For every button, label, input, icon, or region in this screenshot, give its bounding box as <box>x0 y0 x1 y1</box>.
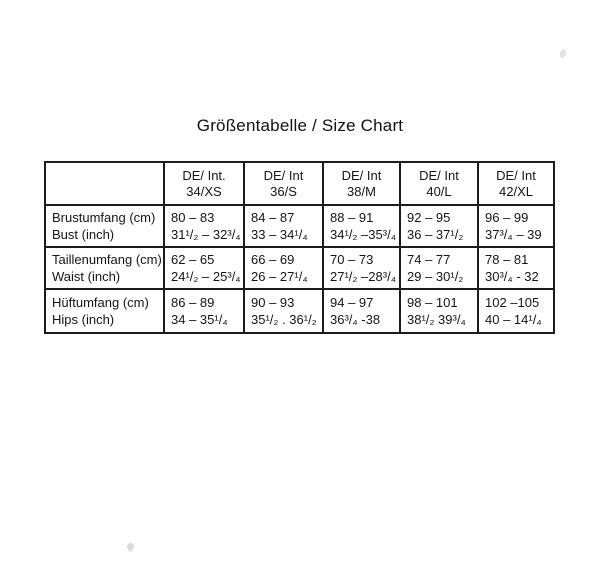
col-header-42xl <box>478 162 554 205</box>
row-label-waist <box>45 247 164 289</box>
col-header-size: 40/L <box>426 183 452 199</box>
col-header-38m <box>323 162 400 205</box>
col-header-system: DE/ Int <box>263 167 304 183</box>
col-header-size: 42/XL <box>499 183 533 199</box>
cm-range: 88 – 91 <box>330 210 374 225</box>
measure-cell-waist-36s <box>244 247 323 289</box>
col-header-size: 34/XS <box>186 183 222 199</box>
page-title: Größentabelle / Size Chart <box>196 116 404 135</box>
cm-range: 70 – 73 <box>330 252 374 267</box>
cm-range: 66 – 69 <box>251 252 295 267</box>
inch-range: 33 – 34¹/₄ <box>251 227 308 242</box>
cm-range: 74 – 77 <box>407 252 451 267</box>
measure-cell-waist-42xl <box>478 247 554 289</box>
col-header-system: DE/ Int <box>419 167 459 183</box>
cm-range: 98 – 101 <box>407 295 458 310</box>
inch-range: 36³/₄ -38 <box>330 312 381 327</box>
cm-range: 94 – 97 <box>330 295 374 310</box>
size-chart-table <box>44 161 555 334</box>
cm-range: 96 – 99 <box>485 210 529 225</box>
inch-range: 34¹/₂ –35³/₄ <box>330 227 396 242</box>
col-header-system: DE/ Int <box>496 167 536 183</box>
inch-range: 34 – 35¹/₄ <box>171 312 228 327</box>
measure-cell-waist-34xs <box>164 247 244 289</box>
inch-range: 40 – 14¹/₄ <box>485 312 542 327</box>
row-label-en: Hips (inch) <box>52 312 115 327</box>
col-header-size: 36/S <box>270 183 297 199</box>
measure-cell-hips-36s <box>244 289 323 333</box>
inch-range: 37³/₄ – 39 <box>485 227 542 242</box>
measure-cell-bust-34xs <box>164 205 244 247</box>
inch-range: 24¹/₂ – 25³/₄ <box>171 269 241 284</box>
row-label-de: Taillenumfang (cm) <box>52 252 162 267</box>
measure-cell-hips-34xs <box>164 289 244 333</box>
inch-range: 38¹/₂ 39³/₄ <box>407 312 466 327</box>
col-header-system: DE/ Int <box>341 167 382 183</box>
measure-cell-bust-36s <box>244 205 323 247</box>
scan-smudge-artifact <box>559 48 567 58</box>
measure-cell-hips-42xl <box>478 289 554 333</box>
cm-range: 84 – 87 <box>251 210 295 225</box>
table-row-waist <box>45 247 554 289</box>
measure-cell-hips-40l <box>400 289 478 333</box>
inch-range: 29 – 30¹/₂ <box>407 269 464 284</box>
inch-range: 30³/₄ - 32 <box>485 269 539 284</box>
row-label-de: Brustumfang (cm) <box>52 210 156 225</box>
row-label-de: Hüftumfang (cm) <box>52 295 149 310</box>
col-header-34xs <box>164 162 244 205</box>
cm-range: 102 –105 <box>485 295 540 310</box>
col-header-40l <box>400 162 478 205</box>
row-label-hips <box>45 289 164 333</box>
row-label-en: Bust (inch) <box>52 227 115 242</box>
empty-header-cell <box>45 162 164 205</box>
inch-range: 27¹/₂ –28³/₄ <box>330 269 396 284</box>
header-row <box>45 162 554 205</box>
cm-range: 90 – 93 <box>251 295 295 310</box>
cm-range: 78 – 81 <box>485 252 529 267</box>
inch-range: 31¹/₂ – 32³/₄ <box>171 227 241 242</box>
row-label-bust <box>45 205 164 247</box>
inch-range: 26 – 27¹/₄ <box>251 269 308 284</box>
table-row-hips <box>45 289 554 333</box>
cm-range: 86 – 89 <box>171 295 215 310</box>
cm-range: 62 – 65 <box>171 252 215 267</box>
measure-cell-waist-40l <box>400 247 478 289</box>
col-header-size: 38/M <box>347 183 376 199</box>
measure-cell-waist-38m <box>323 247 400 289</box>
row-label-en: Waist (inch) <box>52 269 121 284</box>
measure-cell-bust-40l <box>400 205 478 247</box>
scan-smudge-artifact <box>127 543 134 550</box>
col-header-36s <box>244 162 323 205</box>
inch-range: 35¹/₂ . 36¹/₂ <box>251 312 317 327</box>
measure-cell-hips-38m <box>323 289 400 333</box>
cm-range: 80 – 83 <box>171 210 215 225</box>
table-row-bust <box>45 205 554 247</box>
measure-cell-bust-42xl <box>478 205 554 247</box>
inch-range: 36 – 37¹/₂ <box>407 227 464 242</box>
col-header-system: DE/ Int. <box>182 167 226 183</box>
measure-cell-bust-38m <box>323 205 400 247</box>
cm-range: 92 – 95 <box>407 210 451 225</box>
